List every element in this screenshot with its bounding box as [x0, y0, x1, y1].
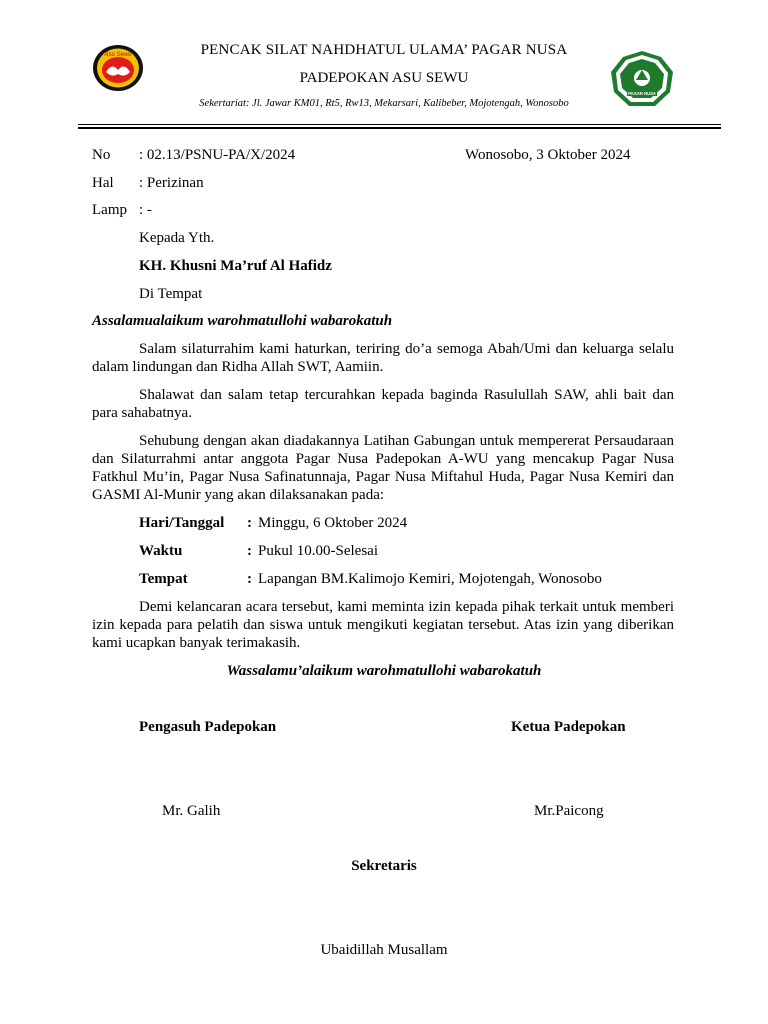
paragraph-shalawat [92, 386, 674, 422]
hal-value: : Perizinan [139, 175, 204, 191]
detail-value-date: Minggu, 6 Oktober 2024 [258, 515, 408, 531]
paragraph-salam-text: Salam silaturrahim kami haturkan, teriring do’a semoga Abah/Umi dan keluarga selalu dalam lindungan dan Ridha Allah SWT, Aamiin. [92, 341, 674, 375]
closing-greeting: Wassalamu’alaikum warohmatullohi wabarokatuh [226, 663, 542, 679]
signature-right-name: Mr.Paicong [534, 803, 604, 819]
lamp-value: : - [139, 202, 152, 218]
detail-label-time: Waktu [139, 543, 183, 559]
header-divider-thick [78, 127, 721, 129]
letter-date: Wonosobo, 3 Oktober 2024 [465, 147, 631, 163]
detail-colon-date: : [247, 515, 252, 531]
signature-left-name: Mr. Galih [162, 803, 221, 819]
signature-left-title: Pengasuh Padepokan [139, 719, 277, 735]
signature-right-title: Ketua Padepokan [511, 719, 626, 735]
paragraph-shalawat-text: Shalawat dan salam tetap tercurahkan kepada baginda Rasulullah SAW, ahli bait dan para sahabatnya. [92, 387, 674, 421]
detail-label-place: Tempat [139, 571, 188, 587]
secretariat-address: Sekertariat: Jl. Jawar KM01, Rt5, Rw13, Mekarsari, Kalibeber, Mojotengah, Wonosobo [199, 98, 569, 109]
hal-label: Hal [92, 175, 114, 191]
recipient-to: Kepada Yth. [139, 230, 215, 246]
signature-center-title: Sekretaris [351, 858, 417, 874]
detail-value-time: Pukul 10.00-Selesai [258, 543, 378, 559]
opening-greeting: Assalamualaikum warohmatullohi wabarokatuh [92, 313, 393, 329]
lamp-label: Lamp [92, 202, 127, 218]
detail-colon-place: : [247, 571, 252, 587]
org-name: PENCAK SILAT NAHDHATUL ULAMA’ PAGAR NUSA [200, 42, 568, 58]
recipient-place: Di Tempat [139, 286, 203, 302]
paragraph-announcement [92, 432, 674, 504]
paragraph-announcement-text: Sehubung dengan akan diadakannya Latihan Gabungan untuk mempererat Persaudaraan dan Silaturrahmi antar anggota Pagar Nusa Padepokan A-WU yang mencakup Pagar Nusa Fatkhul Mu’in, Pagar Nusa Safinatunnaja, Pagar Nusa Miftahul Huda, Pagar Nusa Kemiri dan GASMI Al-Munir yang akan dilaksanakan pada: [92, 433, 674, 503]
paragraph-request [92, 598, 674, 652]
no-label: No [92, 147, 111, 163]
header-divider-thin [78, 124, 721, 125]
paragraph-salam [92, 340, 674, 376]
paragraph-request-text: Demi kelancaran acara tersebut, kami meminta izin kepada pihak terkait untuk memberi izin kepada para pelatih dan siswa untuk mengikuti kegiatan tersebut. Atas izin yang diberikan kami ucapkan banyak terimakasih. [92, 599, 674, 651]
detail-value-place: Lapangan BM.Kalimojo Kemiri, Mojotengah, Wonosobo [258, 571, 602, 587]
recipient-name: KH. Khusni Ma’ruf Al Hafidz [139, 258, 332, 274]
no-value: : 02.13/PSNU-PA/X/2024 [139, 147, 296, 163]
padepokan-name: PADEPOKAN ASU SEWU [299, 70, 469, 86]
svg-text:PAGAR NUSA: PAGAR NUSA [628, 91, 656, 96]
svg-text:Asu Sewu: Asu Sewu [104, 52, 132, 58]
detail-label-date: Hari/Tanggal [139, 515, 225, 531]
detail-colon-time: : [247, 543, 252, 559]
signature-center-name: Ubaidillah Musallam [320, 942, 448, 958]
